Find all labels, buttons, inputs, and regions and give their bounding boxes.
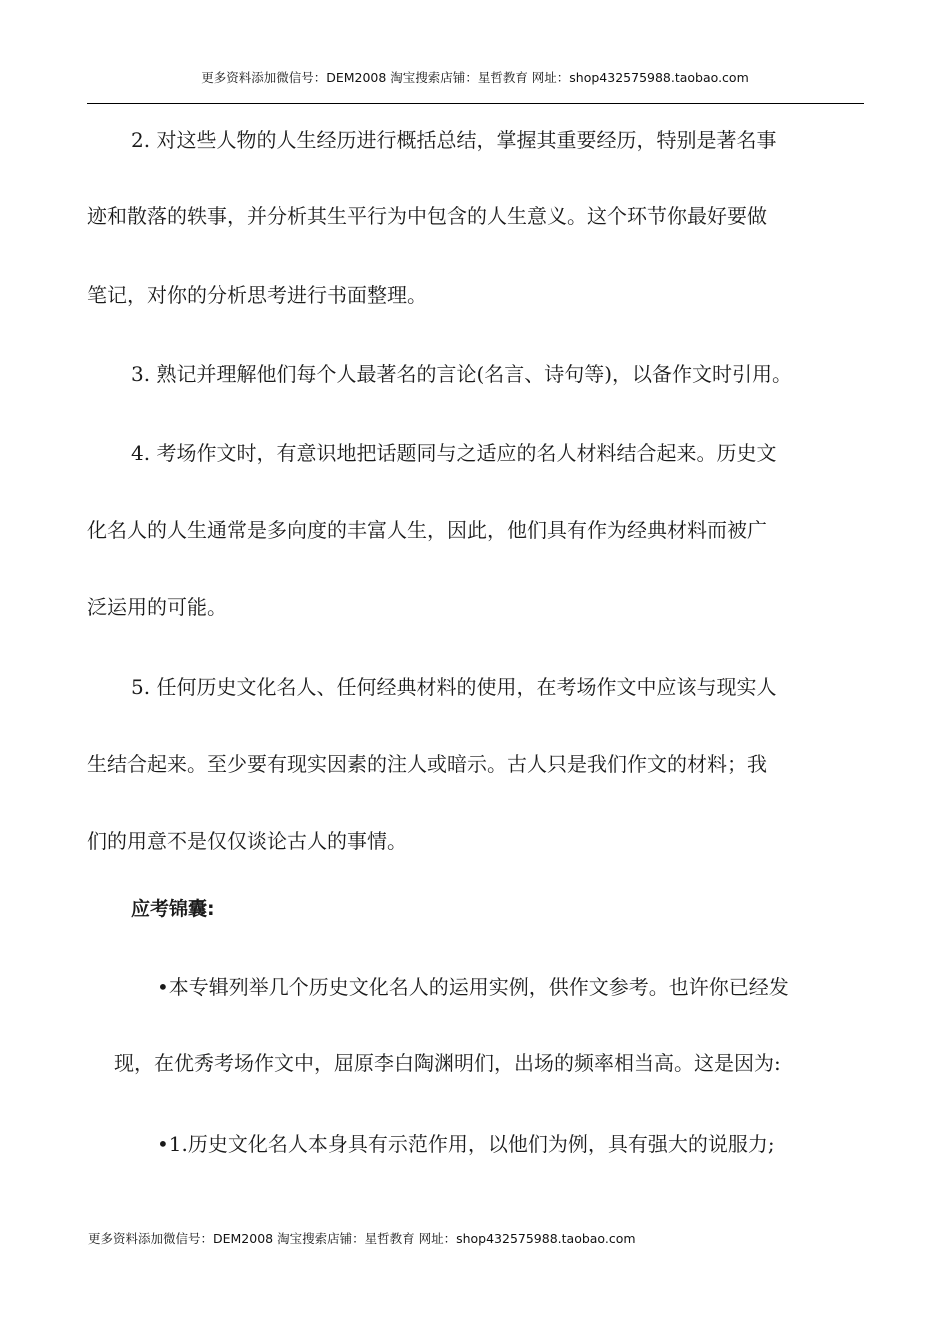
paragraph-5-line-1: 5. 任何历史文化名人、任何经典材料的使用，在考场作文中应该与现实人	[131, 675, 777, 699]
paragraph-2-line-1: 2. 对这些人物的人生经历进行概括总结，掌握其重要经历，特别是著名事	[131, 128, 777, 152]
paragraph-4-line-2: 化名人的人生通常是多向度的丰富人生，因此，他们具有作为经典材料而被广	[87, 518, 767, 542]
header-divider	[87, 103, 864, 104]
paragraph-5-line-2: 生结合起来。至少要有现实因素的注人或暗示。古人只是我们作文的材料；我	[87, 752, 767, 776]
paragraph-2-line-3: 笔记，对你的分析思考进行书面整理。	[87, 283, 427, 307]
page-footer: 更多资料添加微信号：DEM2008 淘宝搜索店铺：星哲教育 网址：shop432575988.taobao.com	[88, 1231, 636, 1246]
bullet-1-line-2: 现，在优秀考场作文中，屈原李白陶渊明们，出场的频率相当高。这是因为:	[114, 1051, 781, 1075]
paragraph-4-line-3: 泛运用的可能。	[87, 595, 227, 619]
section-heading: 应考锦囊:	[131, 898, 215, 920]
bullet-1-line-1: •本专辑列举几个历史文化名人的运用实例，供作文参考。也许你已经发	[157, 975, 789, 999]
paragraph-3-line-1: 3. 熟记并理解他们每个人最著名的言论(名言、诗句等)，以备作文时引用。	[131, 362, 793, 386]
bullet-2-line-1: •1.历史文化名人本身具有示范作用，以他们为例，具有强大的说服力;	[157, 1132, 775, 1156]
paragraph-5-line-3: 们的用意不是仅仅谈论古人的事情。	[87, 829, 407, 853]
paragraph-2-line-2: 迹和散落的轶事，并分析其生平行为中包含的人生意义。这个环节你最好要做	[87, 204, 767, 228]
paragraph-4-line-1: 4. 考场作文时，有意识地把话题同与之适应的名人材料结合起来。历史文	[131, 441, 777, 465]
page-header: 更多资料添加微信号：DEM2008 淘宝搜索店铺：星哲教育 网址：shop432575988.taobao.com	[201, 70, 749, 85]
